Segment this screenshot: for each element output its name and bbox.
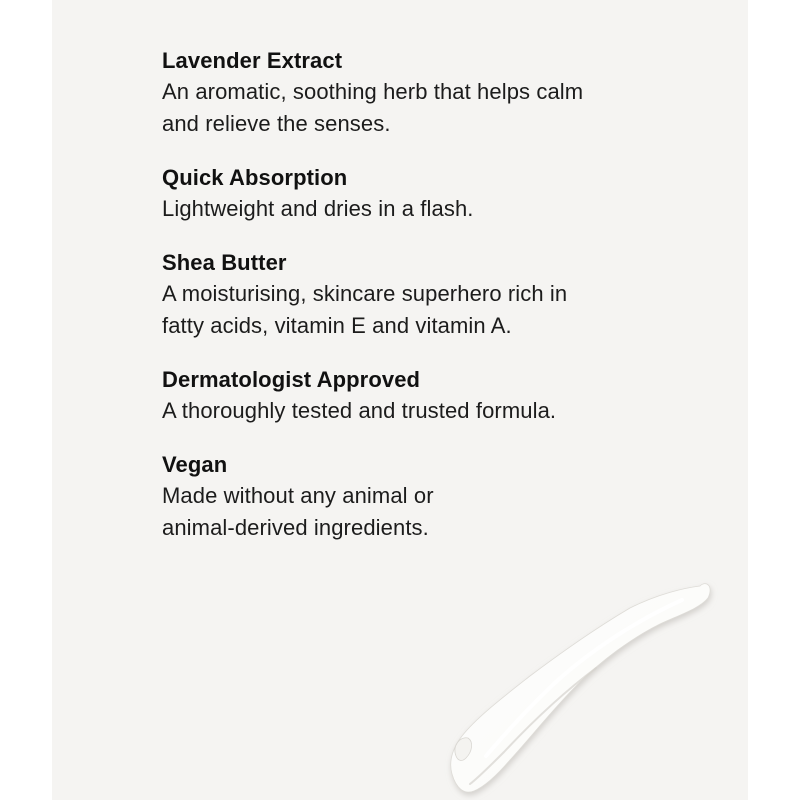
feature-title: Vegan [162,452,228,477]
feature-description: Lightweight and dries in a flash. [162,196,474,221]
feature-title: Lavender Extract [162,48,343,73]
feature-description: An aromatic, soothing herb that helps calm and relieve the senses. [162,79,584,136]
feature-item-shea-butter [162,248,722,342]
feature-list [162,46,722,567]
feature-title: Dermatologist Approved [162,367,421,392]
feature-item-dermatologist-approved [162,365,722,427]
feature-item-vegan [162,450,722,544]
feature-description: A moisturising, skincare superhero rich in fatty acids, vitamin E and vitamin A. [162,281,568,338]
product-info-panel [52,0,748,800]
cream-swatch-image [382,560,742,800]
feature-title: Shea Butter [162,250,287,275]
cream-swatch-shape [451,584,710,792]
feature-title: Quick Absorption [162,165,348,190]
feature-description: Made without any animal or animal-derived ingredients. [162,483,434,540]
feature-item-quick-absorption [162,163,722,225]
feature-item-lavender-extract [162,46,722,140]
feature-description: A thoroughly tested and trusted formula. [162,398,557,423]
